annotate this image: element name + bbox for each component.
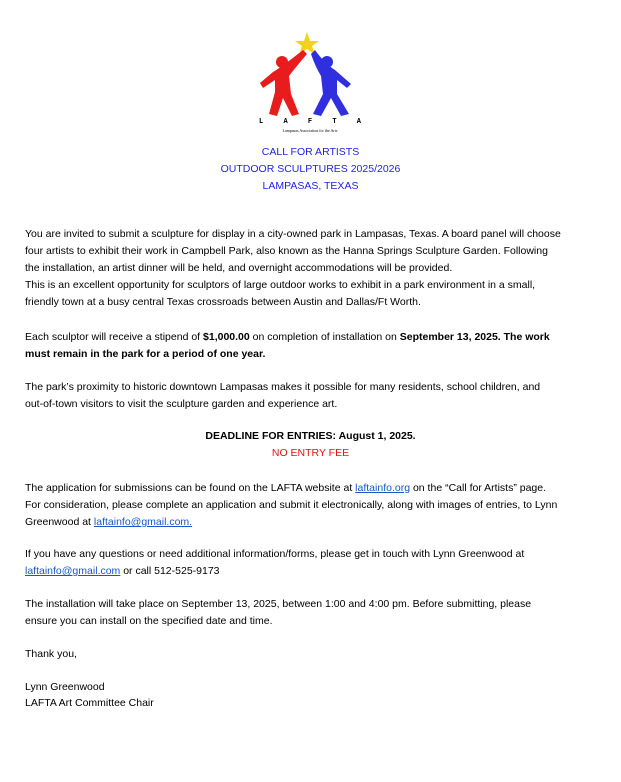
text: Each sculptor will receive a stipend of [25,331,204,343]
logo-letter: A [283,118,288,126]
stipend-paragraph [25,329,600,363]
text-line: friendly town at a busy central Texas crossroads between Austin and Dallas/Ft Worth. [25,296,421,308]
closing: Thank you, [25,648,77,660]
title-location: LAMPASAS, TEXAS [262,180,359,192]
text-line: The park’s proximity to historic downtown Lampasas makes it possible for many residents, school children, and [25,381,541,393]
text: on the “Call for Artists” page. [410,482,547,494]
proximity-paragraph [25,379,600,413]
logo-letter: F [307,118,313,126]
email-link[interactable]: laftainfo@gmail.com [25,565,121,577]
title-outdoor-sculptures: OUTDOOR SCULPTURES 2025/2026 [220,163,401,175]
text-line: This is an excellent opportunity for sculptors of large outdoor works to exhibit in a park environment in a small, [25,279,536,291]
text-line: four artists to exhibit their work in Campbell Park, also known as the Hanna Springs Sculpture Garden. Following [25,245,548,257]
lafta-letters [255,118,365,126]
email-link[interactable]: laftainfo@gmail.com. [93,516,193,528]
signer-name: Lynn Greenwood [25,681,105,693]
text: on completion of installation on [249,331,400,343]
application-paragraph [25,480,600,531]
duration-text: must remain in the park for a period of one year. [25,348,266,360]
logo-subtitle: Lampasas Association for the Arts [282,128,338,133]
questions-paragraph [25,546,600,580]
install-date: September 13, 2025. The work [399,331,550,343]
no-entry-fee: NO ENTRY FEE [271,447,350,459]
logo-letter: L [259,118,264,126]
logo-letter: T [332,118,337,126]
deadline: DEADLINE FOR ENTRIES: August 1, 2025. [205,430,416,442]
text-line: ensure you can install on the specified date and time. [25,615,273,627]
stipend-amount: $1,000.00 [203,331,250,343]
text: Greenwood at [25,516,94,528]
lafta-logo [255,28,365,136]
text-line: You are invited to submit a sculpture for display in a city-owned park in Lampasas, Texas. A board panel will choose [25,228,561,240]
logo-letter: A [356,118,361,126]
installation-paragraph [25,596,600,630]
text-line: For consideration, please complete an application and submit it electronically, along with images of entries, to Lynn [25,499,558,511]
signer-title: LAFTA Art Committee Chair [25,697,154,709]
phone-text: or call 512-525-9173 [120,565,220,577]
title-call-for-artists: CALL FOR ARTISTS [261,146,360,158]
text-line: If you have any questions or need additional information/forms, please get in touch with Lynn Greenwood at [25,548,525,560]
text-line: out-of-town visitors to visit the sculpture garden and experience art. [25,398,338,410]
text: The application for submissions can be found on the LAFTA website at [25,482,356,494]
lafta-figures-icon [255,28,365,120]
website-link[interactable]: laftainfo.org [355,482,411,494]
intro-paragraph [25,226,600,311]
text-line: The installation will take place on September 13, 2025, between 1:00 and 4:00 pm. Before submitting, please [25,598,532,610]
text-line: the installation, an artist dinner will be held, and overnight accommodations will be provided. [25,262,453,274]
